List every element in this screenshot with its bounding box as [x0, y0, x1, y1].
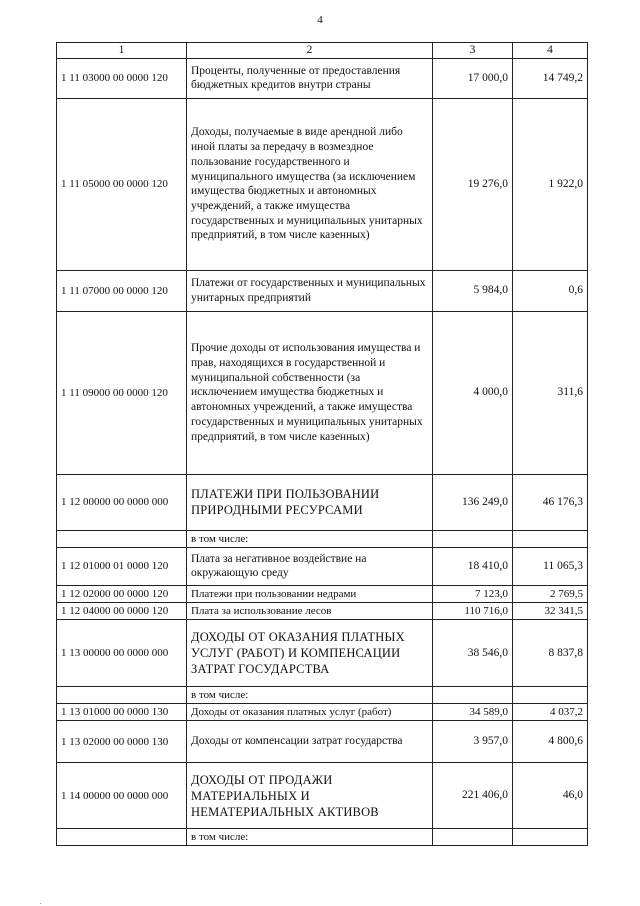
- budget-code: [57, 530, 187, 547]
- table-row: [57, 704, 588, 721]
- table-row-group: [57, 619, 588, 686]
- table-header: [57, 43, 588, 59]
- table-row: [57, 270, 588, 311]
- budget-code: 1 11 05000 00 0000 120: [57, 98, 187, 270]
- budget-code: 1 11 09000 00 0000 120: [57, 311, 187, 474]
- table-row: [57, 547, 588, 585]
- table-row: [57, 58, 588, 98]
- plan-amount: 34 589,0: [433, 704, 513, 721]
- revenue-name: Доходы, получаемые в виде арендной либо иной платы за передачу в возмездное пользование государственного и муниципального имущества (за исключением имущества бюджетных и автономных учреждений, а также имущества государственных и муниципальных унитарных предприятий, в том числе казенных): [187, 98, 433, 270]
- actual-amount: 4 800,6: [513, 721, 588, 763]
- actual-amount: 32 341,5: [513, 602, 588, 619]
- actual-amount: 8 837,8: [513, 619, 588, 686]
- actual-amount: 4 037,2: [513, 704, 588, 721]
- revenue-name: Платежи от государственных и муниципальных унитарных предприятий: [187, 270, 433, 311]
- budget-code: 1 14 00000 00 0000 000: [57, 763, 187, 829]
- revenue-name: Проценты, полученные от предоставления бюджетных кредитов внутри страны: [187, 58, 433, 98]
- plan-amount: [433, 530, 513, 547]
- including-label: в том числе:: [187, 530, 433, 547]
- budget-code: [57, 829, 187, 846]
- budget-code: 1 12 04000 00 0000 120: [57, 602, 187, 619]
- header-col-2: 2: [187, 43, 433, 59]
- actual-amount: [513, 829, 588, 846]
- budget-code: 1 13 02000 00 0000 130: [57, 721, 187, 763]
- plan-amount: 3 957,0: [433, 721, 513, 763]
- table-row-group: [57, 763, 588, 829]
- plan-amount: 110 716,0: [433, 602, 513, 619]
- revenue-group-name: ПЛАТЕЖИ ПРИ ПОЛЬЗОВАНИИ ПРИРОДНЫМИ РЕСУРСАМИ: [187, 474, 433, 530]
- actual-amount: 11 065,3: [513, 547, 588, 585]
- actual-amount: [513, 530, 588, 547]
- budget-revenue-table: [56, 42, 588, 846]
- plan-amount: 4 000,0: [433, 311, 513, 474]
- plan-amount: 136 249,0: [433, 474, 513, 530]
- page-footer-mark: .: [40, 900, 42, 906]
- plan-amount: [433, 829, 513, 846]
- table-row: [57, 585, 588, 602]
- budget-code: 1 13 01000 00 0000 130: [57, 704, 187, 721]
- table-row-group: [57, 474, 588, 530]
- revenue-name: Плата за негативное воздействие на окружающую среду: [187, 547, 433, 585]
- actual-amount: 311,6: [513, 311, 588, 474]
- plan-amount: 38 546,0: [433, 619, 513, 686]
- table-body: [57, 58, 588, 845]
- table-row: [57, 311, 588, 474]
- revenue-name: Платежи при пользовании недрами: [187, 585, 433, 602]
- actual-amount: 46 176,3: [513, 474, 588, 530]
- table-row: [57, 721, 588, 763]
- revenue-name: Плата за использование лесов: [187, 602, 433, 619]
- revenue-name: Доходы от оказания платных услуг (работ): [187, 704, 433, 721]
- budget-code: 1 13 00000 00 0000 000: [57, 619, 187, 686]
- table-row-subheader: [57, 829, 588, 846]
- plan-amount: 7 123,0: [433, 585, 513, 602]
- budget-code: 1 12 01000 01 0000 120: [57, 547, 187, 585]
- actual-amount: 1 922,0: [513, 98, 588, 270]
- revenue-group-name: ДОХОДЫ ОТ ПРОДАЖИ МАТЕРИАЛЬНЫХ И НЕМАТЕРИАЛЬНЫХ АКТИВОВ: [187, 763, 433, 829]
- revenue-name: Прочие доходы от использования имущества и прав, находящихся в государственной и муниципальной собственности (за исключением имущества бюджетных и автономных учреждений, а также имущества государственных и муниципальных унитарных предприятий, в том числе казенных): [187, 311, 433, 474]
- table-row-subheader: [57, 530, 588, 547]
- revenue-group-name: ДОХОДЫ ОТ ОКАЗАНИЯ ПЛАТНЫХ УСЛУГ (РАБОТ) И КОМПЕНСАЦИИ ЗАТРАТ ГОСУДАРСТВА: [187, 619, 433, 686]
- plan-amount: 5 984,0: [433, 270, 513, 311]
- actual-amount: 0,6: [513, 270, 588, 311]
- header-row: [57, 43, 588, 59]
- actual-amount: 46,0: [513, 763, 588, 829]
- actual-amount: 2 769,5: [513, 585, 588, 602]
- plan-amount: 18 410,0: [433, 547, 513, 585]
- table-row: [57, 602, 588, 619]
- header-col-1: 1: [57, 43, 187, 59]
- including-label: в том числе:: [187, 829, 433, 846]
- table-row: [57, 98, 588, 270]
- budget-code: 1 11 03000 00 0000 120: [57, 58, 187, 98]
- header-col-4: 4: [513, 43, 588, 59]
- page-number: 4: [317, 14, 323, 26]
- budget-code: 1 11 07000 00 0000 120: [57, 270, 187, 311]
- actual-amount: 14 749,2: [513, 58, 588, 98]
- budget-code: 1 12 02000 00 0000 120: [57, 585, 187, 602]
- revenue-name: Доходы от компенсации затрат государства: [187, 721, 433, 763]
- including-label: в том числе:: [187, 686, 433, 703]
- plan-amount: 17 000,0: [433, 58, 513, 98]
- budget-code: 1 12 00000 00 0000 000: [57, 474, 187, 530]
- budget-code: [57, 686, 187, 703]
- plan-amount: 221 406,0: [433, 763, 513, 829]
- plan-amount: 19 276,0: [433, 98, 513, 270]
- header-col-3: 3: [433, 43, 513, 59]
- table-row-subheader: [57, 686, 588, 703]
- actual-amount: [513, 686, 588, 703]
- plan-amount: [433, 686, 513, 703]
